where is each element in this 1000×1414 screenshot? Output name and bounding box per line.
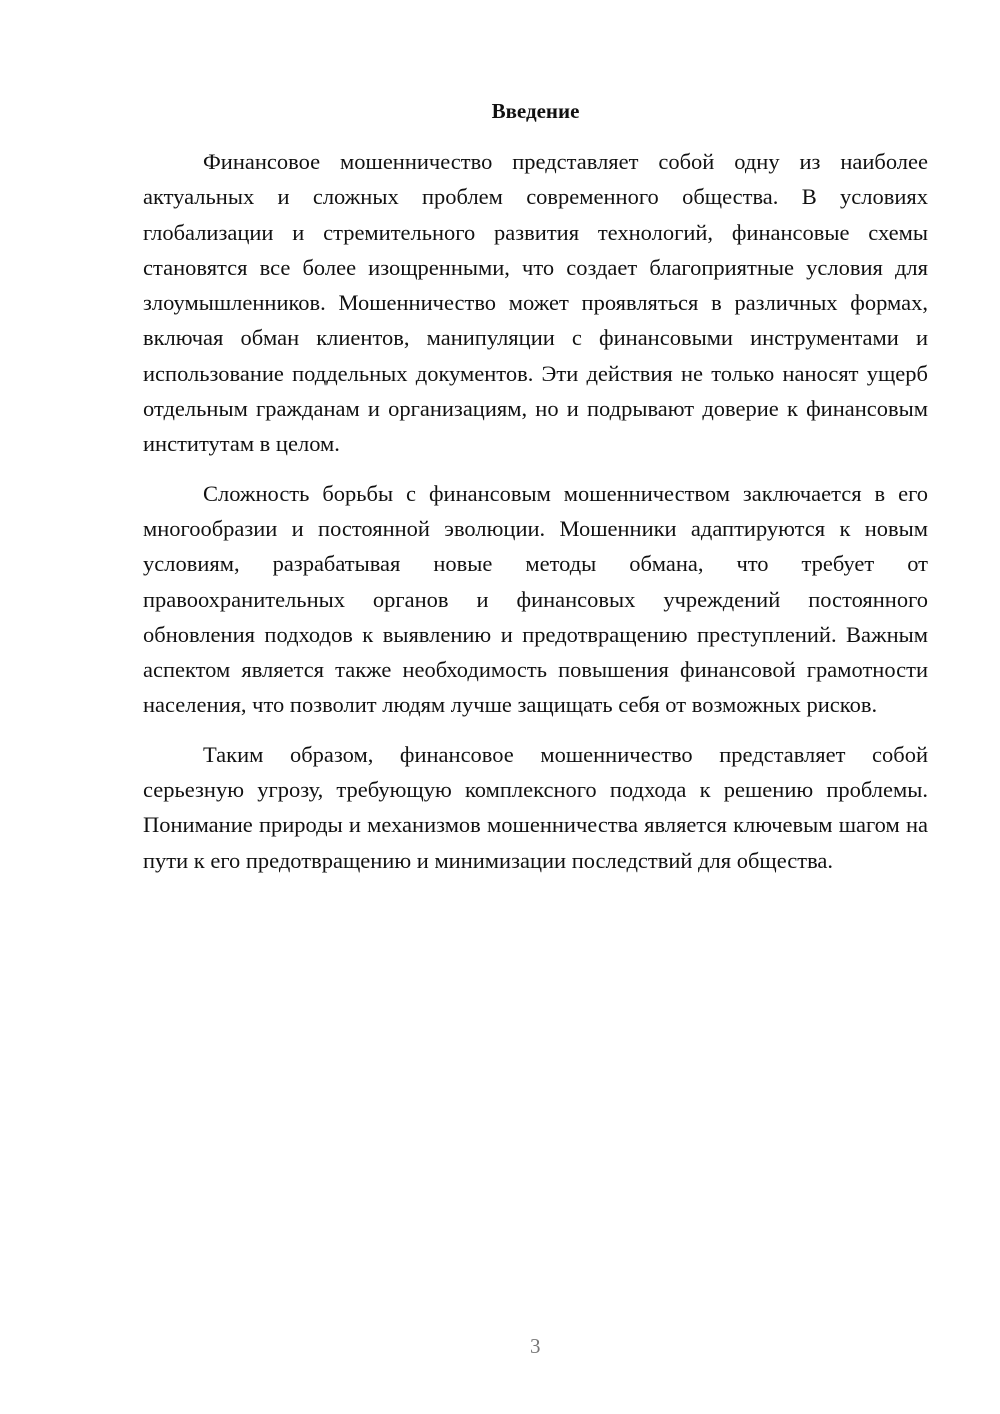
page-content	[143, 98, 928, 892]
page-number: 3	[530, 1334, 541, 1358]
paragraph-2: Сложность борьбы с финансовым мошенничеством заключается в его многообразии и постоянной эволюции. Мошенники адаптируются к новым условиям, разрабатывая новые методы обмана, что требует от правоохранительных органов и финансовых учреждений постоянного обновления подходов к выявлению и предотвращению преступлений. Важным аспектом является также необходимость повышения финансовой грамотности населения, что позволит людям лучше защищать себя от возможных рисков.	[143, 480, 928, 718]
paragraph-1: Финансовое мошенничество представляет собой одну из наиболее актуальных и сложных проблем современного общества. В условиях глобализации и стремительного развития технологий, финансовые схемы становятся все более изощренными, что создает благоприятные условия для злоумышленников. Мошенничество может проявляться в различных формах, включая обман клиентов, манипуляции с финансовыми инструментами и использование поддельных документов. Эти действия не только наносят ущерб отдельным гражданам и организациям, но и подрывают доверие к финансовым институтам в целом.	[143, 149, 928, 457]
section-heading: Введение	[491, 99, 580, 123]
paragraph-3: Таким образом, финансовое мошенничество представляет собой серьезную угрозу, требующую комплексного подхода к решению проблемы. Понимание природы и механизмов мошенничества является ключевым шагом на пути к его предотвращению и минимизации последствий для общества.	[143, 741, 928, 873]
